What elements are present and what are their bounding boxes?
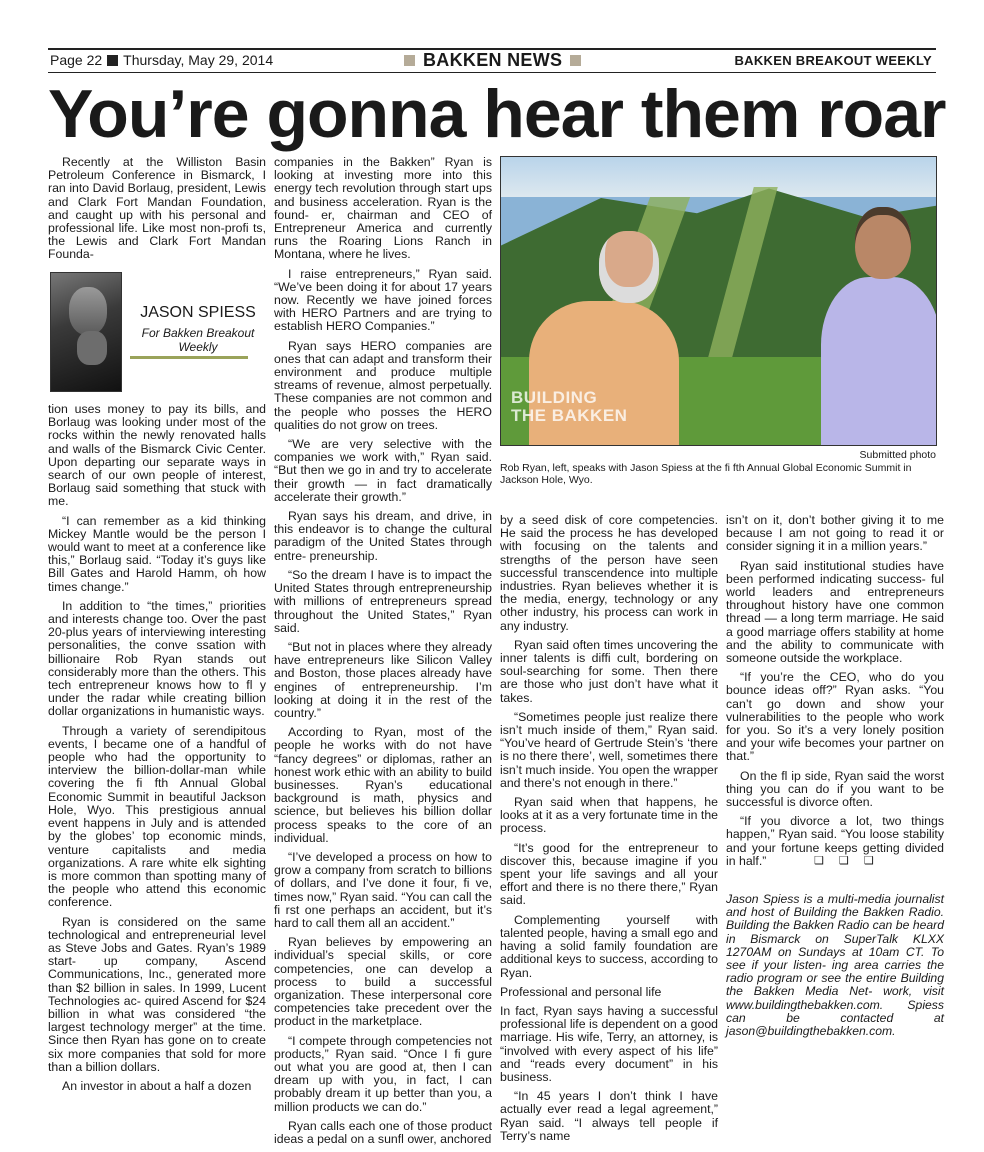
watermark-line-1: BUILDING (511, 388, 598, 407)
paragraph: “I’ve developed a process on how to grow a company from scratch to billions of dollars, and I’ve done it four, fi ve, times now,” Ryan said. “You can call the fi rst one perhaps an accident, but it’s hard to call them all an accident.” (274, 849, 492, 930)
article-column-1-bottom (48, 403, 266, 1099)
paragraph: In fact, Ryan says having a successful professional life is dependent on a good marriage. His wife, Terry, an attorney, is “involved with every aspect of his life” and “reads every document” in his business. (500, 1003, 718, 1084)
paragraph: On the fl ip side, Ryan said the worst thing you can do if you want to be successful is divorce often. (726, 768, 944, 810)
square-bullet-icon (570, 55, 581, 66)
paragraph: Ryan calls each one of those product ideas a pedal on a sunfl ower, anchored (274, 1118, 492, 1147)
byline (48, 272, 266, 392)
section-title: BAKKEN NEWS (423, 50, 563, 70)
paragraph: Recently at the Williston Basin Petroleum Conference in Bismarck, I ran into David Borlaug, president, Lewis and Clark Fort Mandan Foundation, and caught up with his personal and professional life. Like most non-profi ts, the Lewis and Clark Fort Mandan Founda- (48, 155, 266, 262)
paragraph: Complementing yourself with talented people, having a small ego and having a solid family foundation are additional keys to success, according to Ryan. (500, 912, 718, 980)
paragraph: “We are very selective with the companies we work with,” Ryan said. “But then we go in and try to accelerate their growth — in fact dramatically accelerate their growth.” (274, 437, 492, 504)
headline: You’re gonna hear them roar (48, 76, 946, 152)
section-label (404, 50, 581, 71)
paragraph: isn’t on it, don’t bother giving it to me because I am not going to read it or consider signing it in a million years.” (726, 513, 944, 554)
header-rule-bottom (48, 72, 936, 73)
paragraph: Ryan says HERO companies are ones that can adapt and transform their environment and produce multiple streams of revenue, almost perpetually. These companies are not common and the people who posses the HERO qualities do not grow on trees. (274, 338, 492, 432)
paragraph: Ryan believes by empowering an individual’s special skills, or core competencies, one can develop a process to build a successful organization. These interpersonal core competencies take precedent over the product in the marketplace. (274, 935, 492, 1029)
paragraph: According to Ryan, most of the people he works with do not have “fancy degrees” or diplomas, rather an honest work ethic with an ability to build businesses. Ryan’s educational background is math, physics and science, but believes his billion dollar process speaks to the core of an individual. (274, 725, 492, 845)
author-face (69, 287, 107, 335)
paragraph: by a seed disk of core competencies. He said the process he has developed with focusing on the talents and strengths of the person have seen successful transcendence into multiple industries. Ryan believes whether it is the media, energy, technology or any other industry, his process can work in any industry. (500, 513, 718, 633)
paragraph: Ryan said often times uncovering the inner talents is diffi cult, bordering on soul-searching for some. Then there are those who just don’t have what it takes. (500, 637, 718, 705)
author-hand (77, 331, 107, 365)
byline-rule (130, 356, 248, 359)
author-photo (50, 272, 122, 392)
author-name: JASON SPIESS (140, 304, 256, 321)
paragraph: “I can remember as a kid thinking Mickey Mantle would be the person I would want to meet at a conference like this,” Borlaug said. “Today it’s guys like Bill Gates and Harold Hamm, oh how times change.” (48, 513, 266, 594)
paragraph: Professional and personal life (500, 984, 662, 999)
publication-name: BAKKEN BREAKOUT WEEKLY (734, 53, 932, 68)
paragraph: “So the dream I have is to impact the United States through entrepreneurship with millions of entrepreneurs spread throughout the United States,” Ryan said. (274, 567, 492, 635)
paragraph: Ryan said when that happens, he looks at it as a very fortunate time in the process. (500, 795, 718, 836)
paragraph: “I compete through competencies not products,” Ryan said. “Once I fi gure out what you are good at, then I can dream up with you, in fact, I can probably dream it up better than you, a million products we can do.” (274, 1033, 492, 1114)
paragraph: An investor in about a half a dozen (62, 1078, 252, 1093)
photo-caption: Rob Ryan, left, speaks with Jason Spiess at the fi fth Annual Global Economic Summit in Jackson Hole, Wyo. (500, 462, 912, 486)
issue-date: Thursday, May 29, 2014 (123, 52, 274, 68)
article-column-2 (274, 156, 492, 1152)
paragraph: “It’s good for the entrepreneur to discover this, because imagine if you spent your life savings and all your effort and there is no there there,” Ryan said. (500, 840, 718, 908)
paragraph: “But not in places where they already have entrepreneurs like Silicon Valley and Boston, those places already have engines of entrepreneurship. I’m looking at doing it in the rest of the country.” (274, 639, 492, 720)
paragraph: “If you divorce a lot, two things happen,” Ryan said. “You loose stability and your fortune keeps getting divided in half.” (726, 814, 944, 868)
paragraph: Ryan is considered on the same technological and entrepreneurial level as Steve Jobs and Gates. Ryan’s 1989 start- up company, Ascend Communications, Inc., generated more than $2 billion in sales. In 1999, Lucent Technologies ac- quired Ascend for $24 billion in what was considered “the largest technology merger” at the time. Since then Ryan has gone on to create six more companies that sold for more than a billion dollars. (48, 914, 266, 1074)
paragraph: Ryan said institutional studies have been performed indicating success- ful world leaders and entrepreneurs throughout history have one common thread — a long term marriage. He said a good marriage offers stability at home and the ability to communicate with someone outside the workplace. (726, 558, 944, 666)
paragraph: In addition to “the times,” priorities and interests change too. Over the past 20-plus years of interviewing interesting personalities, the conve ssation with billionaire Rob Ryan stands out considerably more than the others. This tech entrepreneur knows how to fl y under the radar while creating billion dollar organizations in humanistic ways. (48, 598, 266, 719)
square-bullet-icon (107, 55, 118, 66)
paragraph: companies in the Bakken” Ryan is looking at investing more into this energy tech revolution through start ups and business acceleration. Ryan is the found- er, chairman and CEO of Entrepreneur America and currently runs the Roaring Lions Ranch in Montana, where he lives. (274, 155, 492, 262)
paragraph: Ryan says his dream, and drive, in this endeavor is to change the cultural paradigm of the United States through entre- preneurship. (274, 509, 492, 563)
photo-watermark (511, 389, 627, 425)
photo-person-right (811, 207, 937, 445)
square-bullet-icon (404, 55, 415, 66)
author-bio: Jason Spiess is a multi-media journalist and host of Building the Bakken Radio. Building the Bakken Radio can be heard in Bismarck on SuperTalk KLXX 1270AM on Sundays at 10am CT. To see if your listen- ing area carries the radio program or see the entire Building the Bakken Media Net- work, visit www.buildingthebakken.com. Spiess can be contacted at jason@buildingthebakken.com. (726, 892, 944, 1039)
paragraph: “If you’re the CEO, who do you bounce ideas off?” Ryan asks. “You can’t go down and show your vulnerabilities to the people who work for you. So it’s a very lonely position and your wife becomes your partner on that.” (726, 670, 944, 764)
photo-credit: Submitted photo (859, 449, 936, 461)
paragraph: tion uses money to pay its bills, and Borlaug was looking under most of the rocks within the newly renovated halls and walls of the Bismarck Civic Center. Upon departing our separate ways in search of our own people of interest, Borlaug said something that stuck with me. (48, 402, 266, 509)
article-column-1-top (48, 156, 266, 268)
page-number: Page 22 (50, 52, 103, 68)
photo-sky (501, 157, 936, 197)
paragraph: I raise entrepreneurs,” Ryan said. “We’ve been doing it for about 17 years now. Recently we have joined forces with HERO Partners and are trying to establish HERO Companies.” (274, 266, 492, 334)
article-column-4 (726, 514, 944, 874)
paragraph: Through a variety of serendipitous events, I became one of a handful of people who had the opportunity to interview the billion-dollar-man while covering the fi fth Annual Global Economic Summit in beautiful Jackson Hole, Wyo. This prestigious annual event happens in July and is attended by the globes’ top economic minds, venture capitalists and media organizations. A rare white elk sighting is more common than spotting many of the people who attend this economic conference. (48, 723, 266, 910)
watermark-line-2: THE BAKKEN (511, 406, 628, 425)
author-affiliation: For Bakken Breakout Weekly (141, 326, 255, 354)
article-photo (500, 156, 937, 446)
paragraph: “Sometimes people just realize there isn’t much inside of them,” Ryan said. “You’ve heard of Gertrude Stein’s ‘there is no there there’, well, sometimes there isn’t much inside. You open the wrapper and there’s not enough in there.” (500, 709, 718, 790)
paragraph: “In 45 years I don’t think I have actually ever read a legal agreement,” Ryan said. “I always tell people if Terry’s name (500, 1089, 718, 1143)
article-column-3 (500, 514, 718, 1149)
page-folio (50, 52, 273, 68)
end-of-article-marks: ❑ ❑ ❑ (814, 855, 880, 867)
